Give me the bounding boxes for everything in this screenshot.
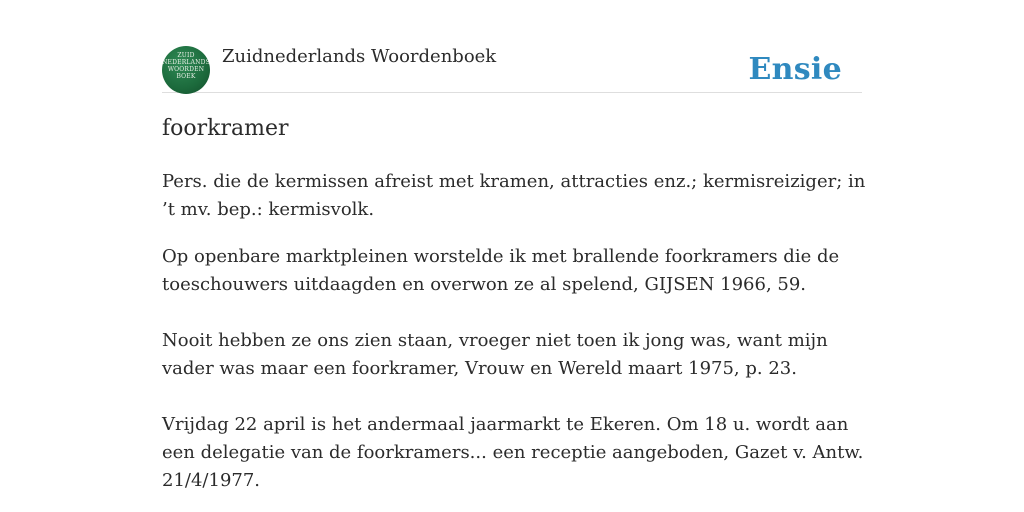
logo-line: NEDERLANDS xyxy=(162,59,210,66)
entry-title: foorkramer xyxy=(162,116,289,141)
logo-line: BOEK xyxy=(176,73,196,80)
entry-definition: Pers. die de kermissen afreist met kramen, attracties enz.; kermisreiziger; in ’t mv. bep.: kermisvolk. xyxy=(162,171,866,220)
entry-quote: Nooit hebben ze ons zien staan, vroeger niet toen ik jong was, want mijn vader was maar een foorkramer, Vrouw en Wereld maart 1975, p. 23. xyxy=(162,330,828,379)
header xyxy=(162,44,862,93)
site-title[interactable]: Zuidnederlands Woordenboek xyxy=(222,46,497,67)
entry-quote: Op openbare marktpleinen worstelde ik met brallende foorkramers die de toeschouwers uitdaagden en overwon ze al spelend, GIJSEN 1966, 59. xyxy=(162,246,840,295)
logo-text xyxy=(162,52,210,80)
logo[interactable] xyxy=(162,46,210,94)
entry-body xyxy=(162,168,867,512)
logo-line: ZUID xyxy=(177,52,195,59)
brand-logo[interactable]: Ensie xyxy=(748,52,842,87)
logo-line: WOORDEN xyxy=(167,66,205,73)
entry-quote: Vrijdag 22 april is het andermaal jaarmarkt te Ekeren. Om 18 u. wordt aan een delegatie van de foorkramers... een receptie aangeboden, Gazet v. Antw. 21/4/1977. xyxy=(162,414,864,491)
